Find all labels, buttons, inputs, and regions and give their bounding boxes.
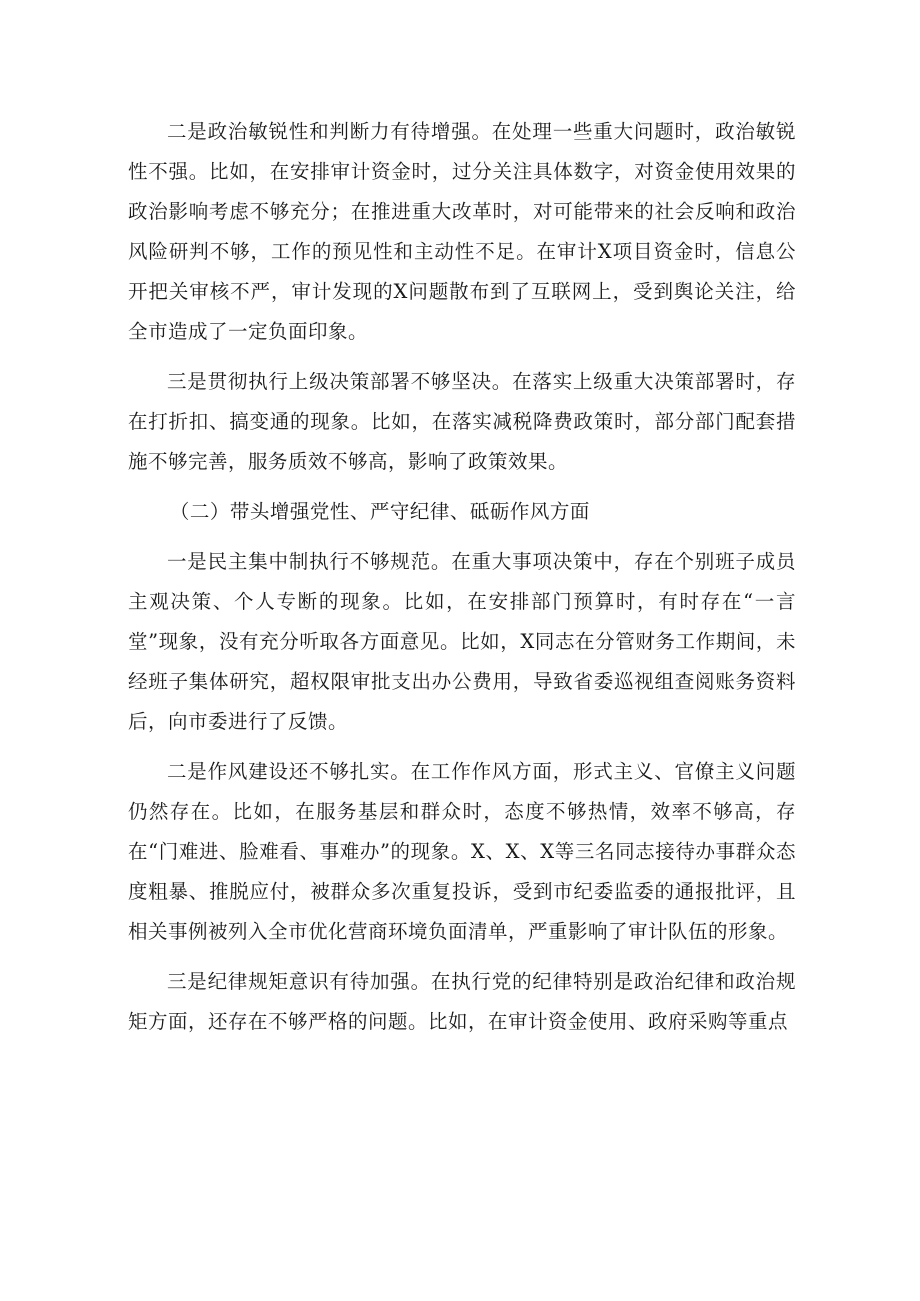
section-heading: （二）带头增强党性、严守纪律、砥砺作风方面: [169, 500, 590, 523]
document-body: [128, 112, 796, 1052]
paragraph-work-style: 二是作风建设还不够扎实。在工作作风方面，形式主义、官僚主义问题仍然存在。比如，在服务基层和群众时，态度不够热情，效率不够高，存在“门难进、脸难看、事难办”的现象。X、X、X等三名同志接待办事群众态度粗暴、推脱应付，被群众多次重复投诉，受到市纪委监委的通报批评，且相关事例被列入全市优化营商环境负面清单，严重影响了审计队伍的形象。: [128, 760, 796, 943]
paragraph-discipline: 三是纪律规矩意识有待加强。在执行党的纪律特别是政治纪律和政治规矩方面，还存在不够严格的问题。比如，在审计资金使用、政府采购等重点: [128, 970, 796, 1033]
paragraph-democratic-centralism: 一是民主集中制执行不够规范。在重大事项决策中，存在个别班子成员主观决策、个人专断的现象。比如，在安排部门预算时，有时存在“一言堂”现象，没有充分听取各方面意见。比如，X同志在分管财务工作期间，未经班子集体研究，超权限审批支出办公费用，导致省委巡视组查阅账务资料后，向市委进行了反馈。: [128, 550, 796, 733]
paragraph-policy-implementation: 三是贯彻执行上级决策部署不够坚决。在落实上级重大决策部署时，存在打折扣、搞变通的现象。比如，在落实减税降费政策时，部分部门配套措施不够完善，服务质效不够高，影响了政策效果。: [128, 370, 796, 473]
paragraph-political-sensitivity: 二是政治敏锐性和判断力有待增强。在处理一些重大问题时，政治敏锐性不强。比如，在安排审计资金时，过分关注具体数字，对资金使用效果的政治影响考虑不够充分；在推进重大改革时，对可能带来的社会反响和政治风险研判不够，工作的预见性和主动性不足。在审计X项目资金时，信息公开把关审核不严，审计发现的X问题散布到了互联网上，受到舆论关注，给全市造成了一定负面印象。: [128, 120, 796, 343]
